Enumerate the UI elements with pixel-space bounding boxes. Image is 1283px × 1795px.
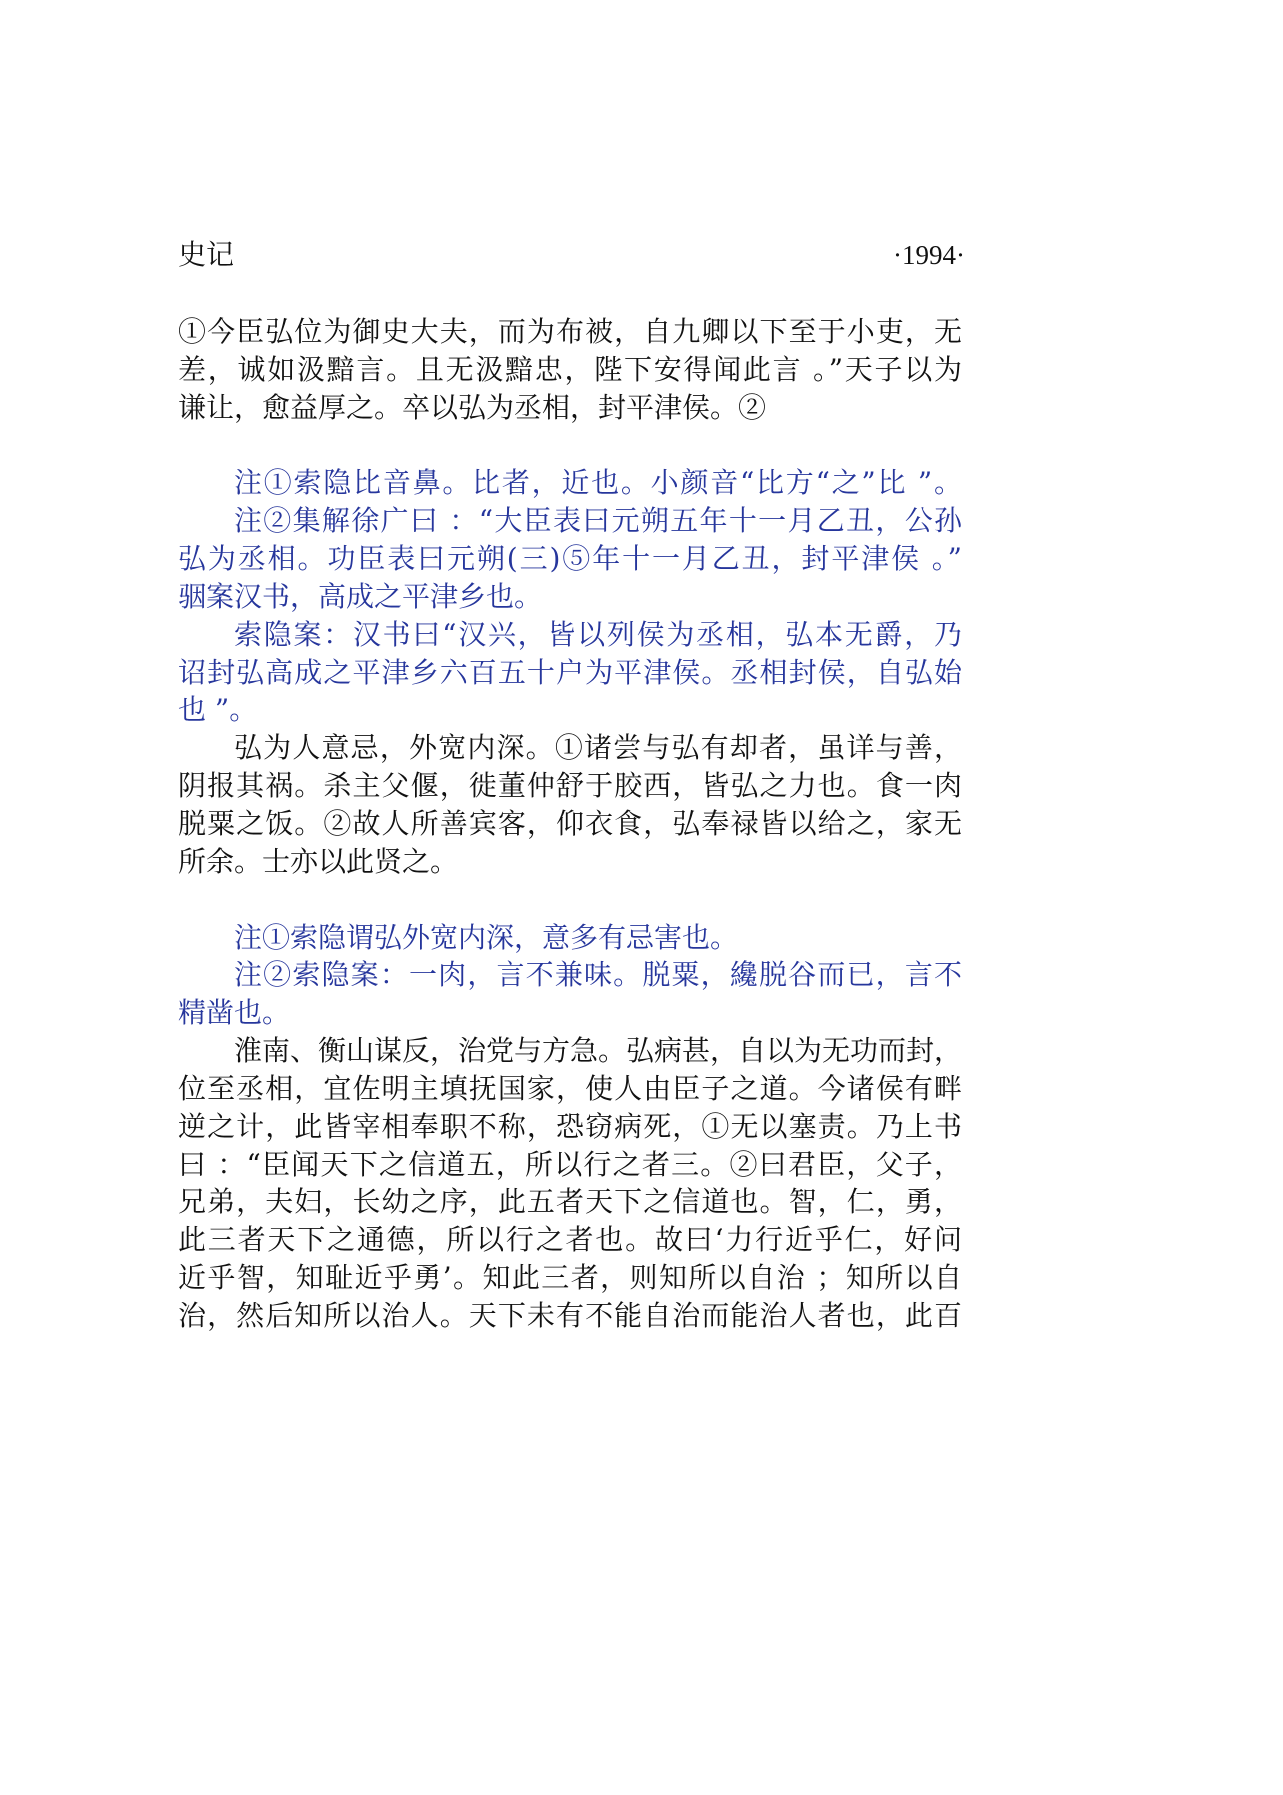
text-line: 位至丞相，宜佐明主填抚国家，使人由臣子之道。今诸侯有畔 [178,1071,962,1105]
annotation-line: 索隐案：汉书曰“汉兴，皆以列侯为丞相，弘本无爵，乃 [234,617,962,651]
annotation-line: 注①索隐比音鼻。比者，近也。小颜音“比方“之”比 ”。 [234,466,962,500]
text-line: 差，诚如汲黯言。且无汲黯忠，陛下安得闻此言 。”天子以为 [178,352,962,386]
annotation-line: 骃案汉书，高成之平津乡也。 [178,579,543,613]
page-header [178,236,965,274]
annotation-line: 注①索隐谓弘外宽内深，意多有忌害也。 [234,920,739,954]
main-text-paragraph [178,1032,962,1335]
annotation-line: 弘为丞相。功臣表曰元朔(三)⑤年十一月乙丑，封平津侯 。” [178,542,962,576]
text-line: 兄弟，夫妇，长幼之序，此五者天下之信道也。智，仁，勇， [178,1185,962,1219]
paragraph-spacer [178,427,962,465]
text-line: 弘为人意忌，外宽内深。①诸尝与弘有却者，虽详与善， [234,731,962,765]
text-line: 逆之计，此皆宰相奉职不称，恐窃病死，①无以塞责。乃上书 [178,1109,962,1143]
text-line: 曰 ：“臣闻天下之信道五，所以行之者三。②曰君臣，父子， [178,1147,962,1181]
running-title: 史记 [178,238,235,271]
annotation-paragraph [178,464,962,502]
annotation-paragraph [178,502,962,616]
main-text-paragraph [178,729,962,880]
text-line: 此三者天下之通德，所以行之者也。故曰‘力行近乎仁，好问 [178,1223,962,1257]
text-line: ①今臣弘位为御史大夫，而为布被，自九卿以下至于小吏，无 [178,315,962,348]
text-line: 治，然后知所以治人。天下未有不能自治而能治人者也，此百 [178,1298,962,1332]
text-line: 阴报其祸。杀主父偃，徙董仲舒于胶西，皆弘之力也。食一肉 [178,769,962,803]
text-line: 脱粟之饭。②故人所善宾客，仰衣食，弘奉禄皆以给之，家无 [178,806,962,840]
annotation-paragraph [178,616,962,730]
annotation-line: 注②集解徐广曰 ：“大臣表曰元朔五年十一月乙丑，公孙 [234,504,962,538]
annotation-line: 注②索隐案：一肉，言不兼味。脱粟，纔脱谷而已，言不 [234,958,962,992]
annotation-line: 也 ”。 [178,693,258,727]
annotation-paragraph [178,956,962,1032]
annotation-line: 诏封弘高成之平津乡六百五十户为平津侯。丞相封侯，自弘始 [178,655,962,689]
text-line: 谦让，愈益厚之。卒以弘为丞相，封平津侯。② [178,390,767,424]
page-number: ·1994· [893,240,965,270]
text-body [178,313,962,1335]
text-line: 近乎智，知耻近乎勇’。知此三者，则知所以自治 ；知所以自 [178,1261,962,1295]
main-text-paragraph [178,313,962,427]
text-line: 淮南、衡山谋反，治党与方急。弘病甚，自以为无功而封， [234,1034,963,1068]
paragraph-spacer [178,881,962,919]
annotation-paragraph [178,919,962,957]
annotation-line: 精凿也。 [178,996,291,1030]
text-line: 所余。士亦以此贤之。 [178,844,459,878]
